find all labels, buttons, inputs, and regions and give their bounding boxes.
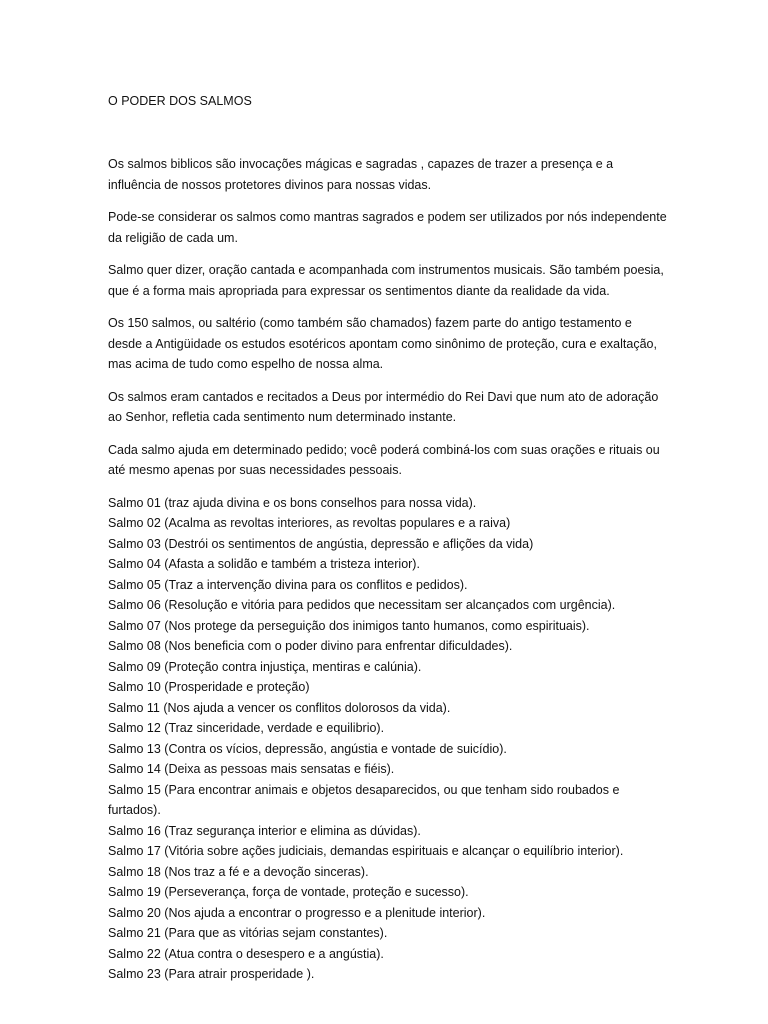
psalm-list <box>108 493 668 985</box>
psalm-item: Salmo 17 (Vitória sobre ações judiciais, demandas espirituais e alcançar o equilíbrio interior). <box>108 844 624 858</box>
paragraph-meaning: Salmo quer dizer, oração cantada e acompanhada com instrumentos musicais. São também poesia, que é a forma mais apropriada para expressar os sentimentos diante da realidade da vida. <box>108 263 664 298</box>
psalm-item: Salmo 23 (Para atrair prosperidade ). <box>108 967 315 981</box>
psalm-item: Salmo 14 (Deixa as pessoas mais sensatas e fiéis). <box>108 762 395 776</box>
psalm-item: Salmo 11 (Nos ajuda a vencer os conflitos dolorosos da vida). <box>108 700 451 715</box>
document-title: O PODER DOS SALMOS <box>108 94 252 108</box>
paragraph-king-david: Os salmos eram cantados e recitados a Deus por intermédio do Rei Davi que num ato de adoração ao Senhor, refletia cada sentimento num determinado instante. <box>108 389 659 424</box>
psalm-item: Salmo 12 (Traz sinceridade, verdade e equilibrio). <box>108 721 385 735</box>
psalm-item: Salmo 16 (Traz segurança interior e elimina as dúvidas). <box>108 823 421 838</box>
paragraph-intro: Os salmos biblicos são invocações mágicas e sagradas , capazes de trazer a presença e a influência de nossos protetores divinos para nossas vidas. <box>108 157 614 192</box>
psalm-item: Salmo 20 (Nos ajuda a encontrar o progresso e a plenitude interior). <box>108 905 486 920</box>
psalm-item: Salmo 19 (Perseverança, força de vontade, proteção e sucesso). <box>108 885 469 899</box>
paragraph-usage: Cada salmo ajuda em determinado pedido; você poderá combiná-los com suas orações e rituais ou até mesmo apenas por suas necessidades pessoais. <box>108 442 660 477</box>
document-body <box>108 154 668 985</box>
psalm-item: Salmo 18 (Nos traz a fé e a devoção sinceras). <box>108 864 369 879</box>
psalm-item: Salmo 02 (Acalma as revoltas interiores, as revoltas populares e a raiva) <box>108 516 511 530</box>
psalm-item: Salmo 07 (Nos protege da perseguição dos inimigos tanto humanos, como espirituais). <box>108 618 590 633</box>
psalm-item: Salmo 15 (Para encontrar animais e objetos desaparecidos, ou que tenham sido roubados e furtados). <box>108 782 620 817</box>
psalm-item: Salmo 08 (Nos beneficia com o poder divino para enfrentar dificuldades). <box>108 639 513 653</box>
psalm-item: Salmo 09 (Proteção contra injustiça, mentiras e calúnia). <box>108 659 422 674</box>
psalm-item: Salmo 21 (Para que as vitórias sejam constantes). <box>108 926 388 940</box>
psalm-item: Salmo 01 (traz ajuda divina e os bons conselhos para nossa vida). <box>108 495 477 510</box>
psalm-item: Salmo 05 (Traz a intervenção divina para os conflitos e pedidos). <box>108 577 468 592</box>
psalm-item: Salmo 04 (Afasta a solidão e também a tristeza interior). <box>108 557 420 571</box>
psalm-item: Salmo 22 (Atua contra o desespero e a angústia). <box>108 946 384 961</box>
paragraph-history: Os 150 salmos, ou saltério (como também são chamados) fazem parte do antigo testamento e desde a Antigüidade os estudos esotéricos apontam como sinônimo de proteção, cura e exaltação, mas acima de tudo como espelho de nossa alma. <box>108 316 657 371</box>
psalm-item: Salmo 06 (Resolução e vitória para pedidos que necessitam ser alcançados com urgência). <box>108 598 616 612</box>
psalm-item: Salmo 03 (Destrói os sentimentos de angústia, depressão e aflições da vida) <box>108 536 534 551</box>
paragraph-mantras: Pode-se considerar os salmos como mantras sagrados e podem ser utilizados por nós independente da religião de cada um. <box>108 210 667 245</box>
psalm-item: Salmo 10 (Prosperidade e proteção) <box>108 680 310 694</box>
psalm-item: Salmo 13 (Contra os vícios, depressão, angústia e vontade de suicídio). <box>108 741 507 756</box>
